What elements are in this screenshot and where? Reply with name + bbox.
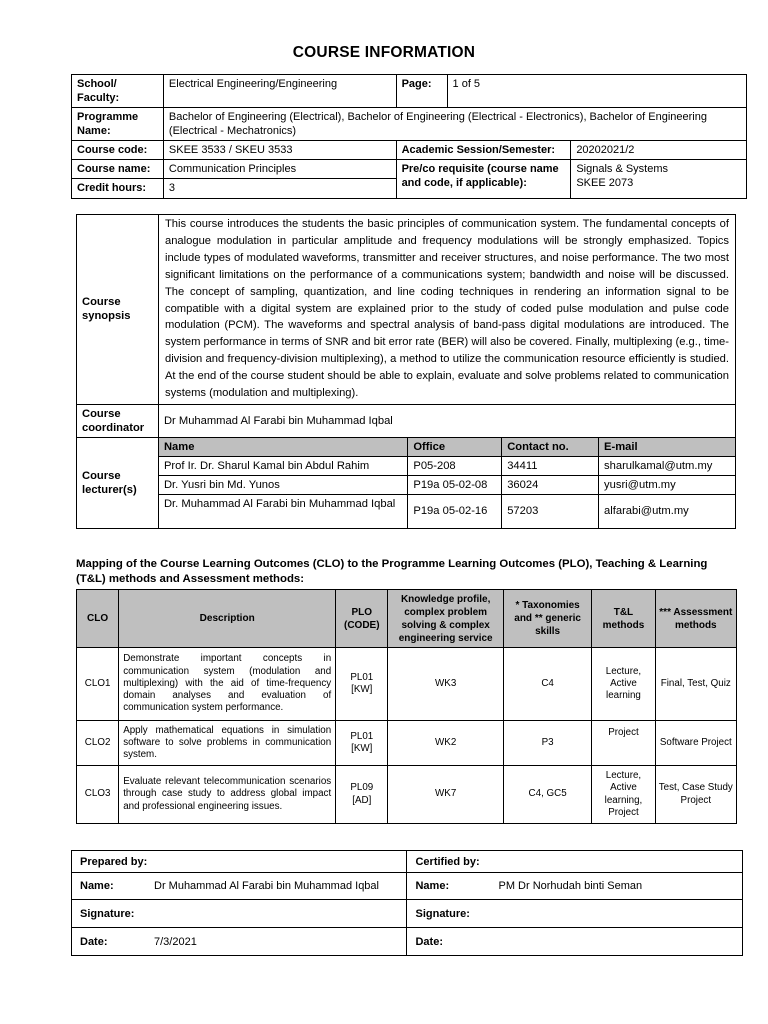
lecturer-row: Prof Ir. Dr. Sharul Kamal bin Abdul Rahim P05-208 34411 sharulkamal@utm.my [77, 456, 736, 475]
synopsis-text: This course introduces the students the basic principles of communication system. The fundamental concepts of analogue modulation in particular amplitude and frequency modulations will be strongly emphasized. Topics include types of modulated waveforms, transmitter and receiver structures, and noise performance. The two most significant limitations on the performance of a communications system; bandwidth and noise will be discussed. The concept of sampling, quantization, and line coding techniques in rendering an information signal to be compatible with a digital system are explained prior to the study of coded pulse modulation and pulse code modulation (PCM). The waveforms and spectral analysis of band-pass digital modulations are introduced. The system performance in terms of SNR and bit error rate (BER) will also be covered. Finally, multiplexing (e.g., time-division and frequency-division multiplexing), a method to utilize the communication resource efficiently is studied. At the end of the course student should be able to explain, evaluate and solve problems related to communication systems (modulation and multiplexing). [158, 215, 735, 405]
lecturer-row: Dr. Muhammad Al Farabi bin Muhammad Iqbal P19a 05-02-16 57203 alfarabi@utm.my [77, 494, 736, 528]
header-knowledge-profile: Knowledge profile, complex problem solving & complex engineering service [388, 590, 504, 648]
course-name-value: Communication Principles [163, 160, 396, 179]
header-clo: CLO [77, 590, 119, 648]
programme-label: Programme Name: [72, 108, 164, 141]
prereq-label: Pre/co requisite (course name and code, if applicable): [396, 160, 571, 199]
lecturer-row: Dr. Yusri bin Md. Yunos P19a 05-02-08 36024 yusri@utm.my [77, 475, 736, 494]
lecturer-header-office: Office [408, 437, 502, 456]
prepared-name: Name: Dr Muhammad Al Farabi bin Muhammad Iqbal [72, 873, 407, 900]
header-tl-methods: T&L methods [592, 590, 655, 648]
course-info-table [71, 74, 747, 199]
header-assessment: *** Assessment methods [655, 590, 736, 648]
clo-row: CLO2 Apply mathematical equations in simulation software to solve problems in communication system. PL01 [KW] WK2 P3 Project Software Project [77, 721, 737, 766]
certified-signature: Signature: [407, 900, 743, 928]
school-value: Electrical Engineering/Engineering [163, 75, 396, 108]
prepared-date: Date: 7/3/2021 [72, 928, 407, 956]
session-label: Academic Session/Semester: [396, 141, 571, 160]
prepared-signature: Signature: [72, 900, 407, 928]
certified-date: Date: [407, 928, 743, 956]
certified-name: Name: PM Dr Norhudah binti Seman [407, 873, 743, 900]
lecturer-header-name: Name [158, 437, 407, 456]
clo-row: CLO3 Evaluate relevant telecommunication scenarios through case study to address global impact and professional engineering issues. PL09 [AD] WK7 C4, GC5 Lecture, Active learning, Project Test, Case Study Project [77, 766, 737, 824]
coordinator-label: Course coordinator [77, 404, 159, 437]
page-value: 1 of 5 [447, 75, 746, 108]
clo-mapping-table [76, 589, 737, 824]
lecturer-header-email: E-mail [599, 437, 736, 456]
header-taxonomies: * Taxonomies and ** generic skills [503, 590, 591, 648]
lecturer-header-contact: Contact no. [502, 437, 599, 456]
prereq-value: Signals & Systems SKEE 2073 [571, 160, 747, 199]
header-description: Description [119, 590, 336, 648]
certified-label: Certified by: [407, 851, 743, 873]
programme-value: Bachelor of Engineering (Electrical), Bachelor of Engineering (Electrical - Electronics), Bachelor of Engineering (Electrical - Mechatronics) [163, 108, 746, 141]
course-details-table [76, 214, 736, 529]
signoff-table [71, 850, 743, 956]
lecturers-label: Course lecturer(s) [77, 437, 159, 528]
mapping-heading: Mapping of the Course Learning Outcomes (CLO) to the Programme Learning Outcomes (PLO), Teaching & Learning (T&L) methods and Assessment methods: [76, 558, 708, 585]
page-title: COURSE INFORMATION [292, 44, 476, 61]
synopsis-label: Course synopsis [77, 215, 159, 405]
session-value: 20202021/2 [571, 141, 747, 160]
course-code-value: SKEE 3533 / SKEU 3533 [163, 141, 396, 160]
prepared-label: Prepared by: [72, 851, 407, 873]
school-label: School/ Faculty: [72, 75, 164, 108]
credit-value: 3 [163, 179, 396, 199]
header-plo: PLO (CODE) [336, 590, 388, 648]
course-code-label: Course code: [72, 141, 164, 160]
credit-label: Credit hours: [72, 179, 164, 199]
page-label: Page: [396, 75, 447, 108]
course-name-label: Course name: [72, 160, 164, 179]
clo-row: CLO1 Demonstrate important concepts in communication system (modulation and multiplexing) with the aid of time-frequency domain analyses and evaluation of communication system performance. PL01 [KW] WK3 C4 Lecture, Active learning Final, Test, Quiz [77, 648, 737, 721]
coordinator-name: Dr Muhammad Al Farabi bin Muhammad Iqbal [158, 404, 735, 437]
